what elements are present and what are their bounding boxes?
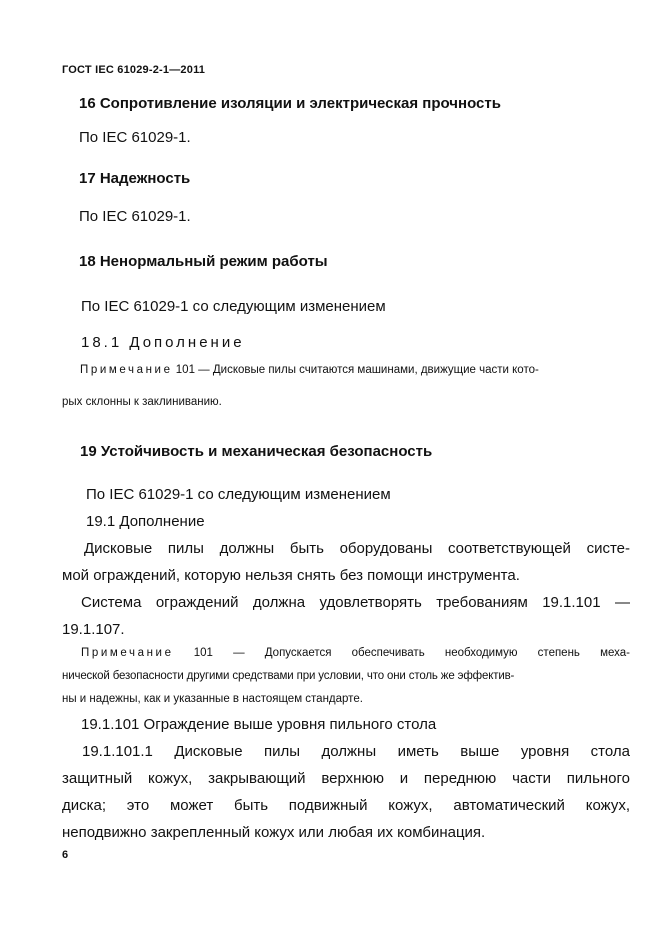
subsection-19-1-101-1-line-3: диска; это может быть подвижный кожух, автоматический кожух,	[62, 797, 630, 814]
section-18-note-line-2: рых склонны к заклиниванию.	[62, 396, 222, 408]
section-19-note-line-3: ны и надежны, как и указанные в настоящем стандарте.	[62, 693, 363, 705]
subsection-19-1-101-1-line-1: 19.1.101.1 Дисковые пилы должны иметь выше уровня стола	[82, 743, 630, 760]
paragraph-1-line-1: Дисковые пилы должны быть оборудованы соответствующей систе-	[84, 540, 630, 557]
note-label: Примечание	[80, 364, 173, 376]
subsection-19-1-101-1-line-4: неподвижно закрепленный кожух или любая их комбинация.	[62, 824, 486, 841]
section-19-title: 19 Устойчивость и механическая безопасность	[80, 443, 433, 460]
note-label: Примечание	[81, 647, 174, 659]
section-16-text: По IEC 61029-1.	[79, 129, 191, 146]
section-19-note-line-1	[81, 647, 630, 659]
section-17-text: По IEC 61029-1.	[79, 208, 191, 225]
section-19-text: По IEC 61029-1 со следующим изменением	[86, 486, 391, 503]
section-19-1-title: 19.1 Дополнение	[86, 513, 205, 530]
section-18-text: По IEC 61029-1 со следующим изменением	[81, 298, 386, 315]
page-number: 6	[62, 849, 69, 861]
section-19-note-line-2: нической безопасности другими средствами при условии, что они столь же эффектив-	[62, 670, 515, 682]
paragraph-2-line-2: 19.1.107.	[62, 621, 125, 638]
section-18-note-line-1	[80, 364, 539, 376]
section-18-1-title: 18.1 Дополнение	[81, 334, 245, 351]
paragraph-2-line-1: Система ограждений должна удовлетворять требованиям 19.1.101 —	[81, 594, 630, 611]
section-17-title: 17 Надежность	[79, 170, 191, 187]
subsection-19-1-101-title: 19.1.101 Ограждение выше уровня пильного стола	[81, 716, 437, 733]
document-code: ГОСТ IEC 61029-2-1—2011	[62, 64, 206, 76]
note-text: 101 — Дисковые пилы считаются машинами, движущие части кото-	[172, 364, 539, 376]
paragraph-1-line-2: мой ограждений, которую нельзя снять без помощи инструмента.	[62, 567, 520, 584]
note-text: 101 — Допускается обеспечивать необходимую степень меха-	[173, 647, 630, 659]
section-18-title: 18 Ненормальный режим работы	[79, 253, 328, 270]
section-16-title: 16 Сопротивление изоляции и электрическая прочность	[79, 95, 501, 112]
subsection-19-1-101-1-line-2: защитный кожух, закрывающий верхнюю и переднюю части пильного	[62, 770, 630, 787]
